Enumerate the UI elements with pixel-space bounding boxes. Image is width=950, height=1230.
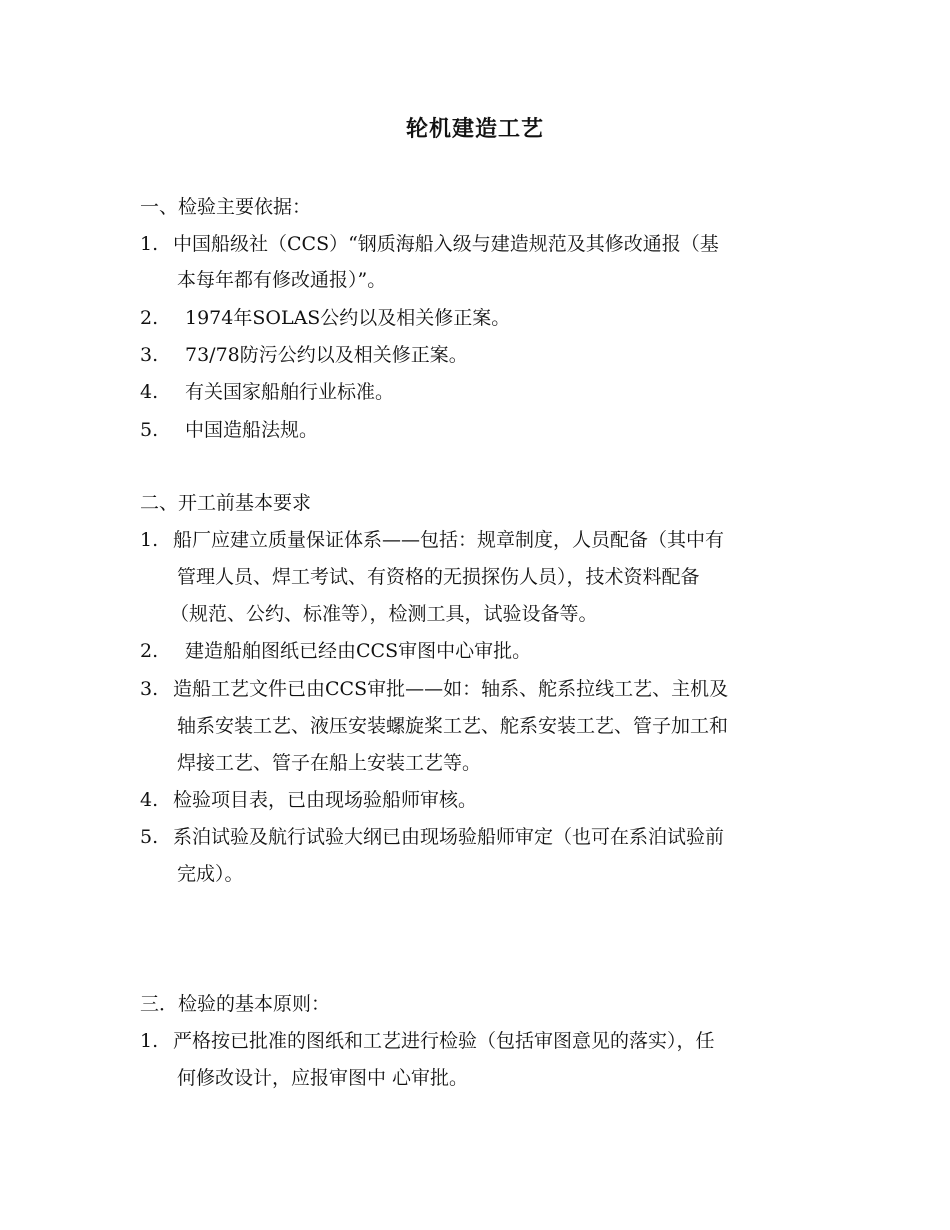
- page-title: 轮机建造工艺: [405, 117, 544, 142]
- list-item-text: 建造船舶图纸已经由CCS审图中心审批。: [185, 640, 532, 662]
- list-item-text: 船厂应建立质量保证体系——包括：规章制度，人员配备（其中有: [173, 529, 725, 551]
- list-item-text: 系泊试验及航行试验大纲已由现场验船师审定（也可在系泊试验前: [173, 826, 725, 848]
- list-item-text: 中国船级社（CCS）“钢质海船入级与建造规范及其修改通报（基: [173, 233, 719, 255]
- list-item-text: 73/78防污公约以及相关修正案。: [185, 344, 468, 366]
- list-item-number: 1.: [140, 233, 159, 255]
- list-item-text: 管理人员、焊工考试、有资格的无损探伤人员），技术资料配备: [177, 566, 700, 588]
- list-item-number: 5.: [140, 419, 159, 441]
- list-item-text: 中国造船法规。: [185, 419, 319, 441]
- list-item-text: 完成）。: [177, 863, 244, 885]
- list-item-number: 4.: [140, 789, 159, 811]
- list-item-text: 有关国家船舶行业标准。: [185, 381, 395, 403]
- list-item-number: 2.: [140, 307, 159, 329]
- list-item-number: 5.: [140, 826, 159, 848]
- list-item-number: 3.: [140, 344, 159, 366]
- list-item-text: （规范、公约、标准等），检测工具，试验设备等。: [170, 603, 598, 625]
- list-item-number: 3.: [140, 678, 159, 700]
- list-item-text: 1974年SOLAS公约以及相关修正案。: [185, 307, 511, 329]
- list-item-number: 2.: [140, 640, 159, 662]
- list-item-number: 1.: [140, 1030, 159, 1052]
- section-heading: 二、开工前基本要求: [140, 492, 312, 514]
- section-heading: 三．检验的基本原则：: [140, 993, 331, 1015]
- section-heading: 一、检验主要依据：: [140, 196, 312, 218]
- list-item-text: 造船工艺文件已由CCS审批——如：轴系、舵系拉线工艺、主机及: [173, 678, 729, 700]
- list-item-text: 严格按已批准的图纸和工艺进行检验（包括审图意见的落实），任: [173, 1030, 715, 1052]
- list-item-text: 何修改设计，应报审图中 心审批。: [177, 1067, 469, 1089]
- list-item-text: 焊接工艺、管子在船上安装工艺等。: [177, 752, 482, 774]
- list-item-number: 4.: [140, 381, 159, 403]
- list-item-text: 检验项目表，已由现场验船师审核。: [173, 789, 478, 811]
- list-item-number: 1.: [140, 529, 159, 551]
- list-item-text: 轴系安装工艺、液压安装螺旋桨工艺、舵系安装工艺、管子加工和: [177, 715, 729, 737]
- list-item-text: 本每年都有修改通报）”。: [177, 269, 387, 291]
